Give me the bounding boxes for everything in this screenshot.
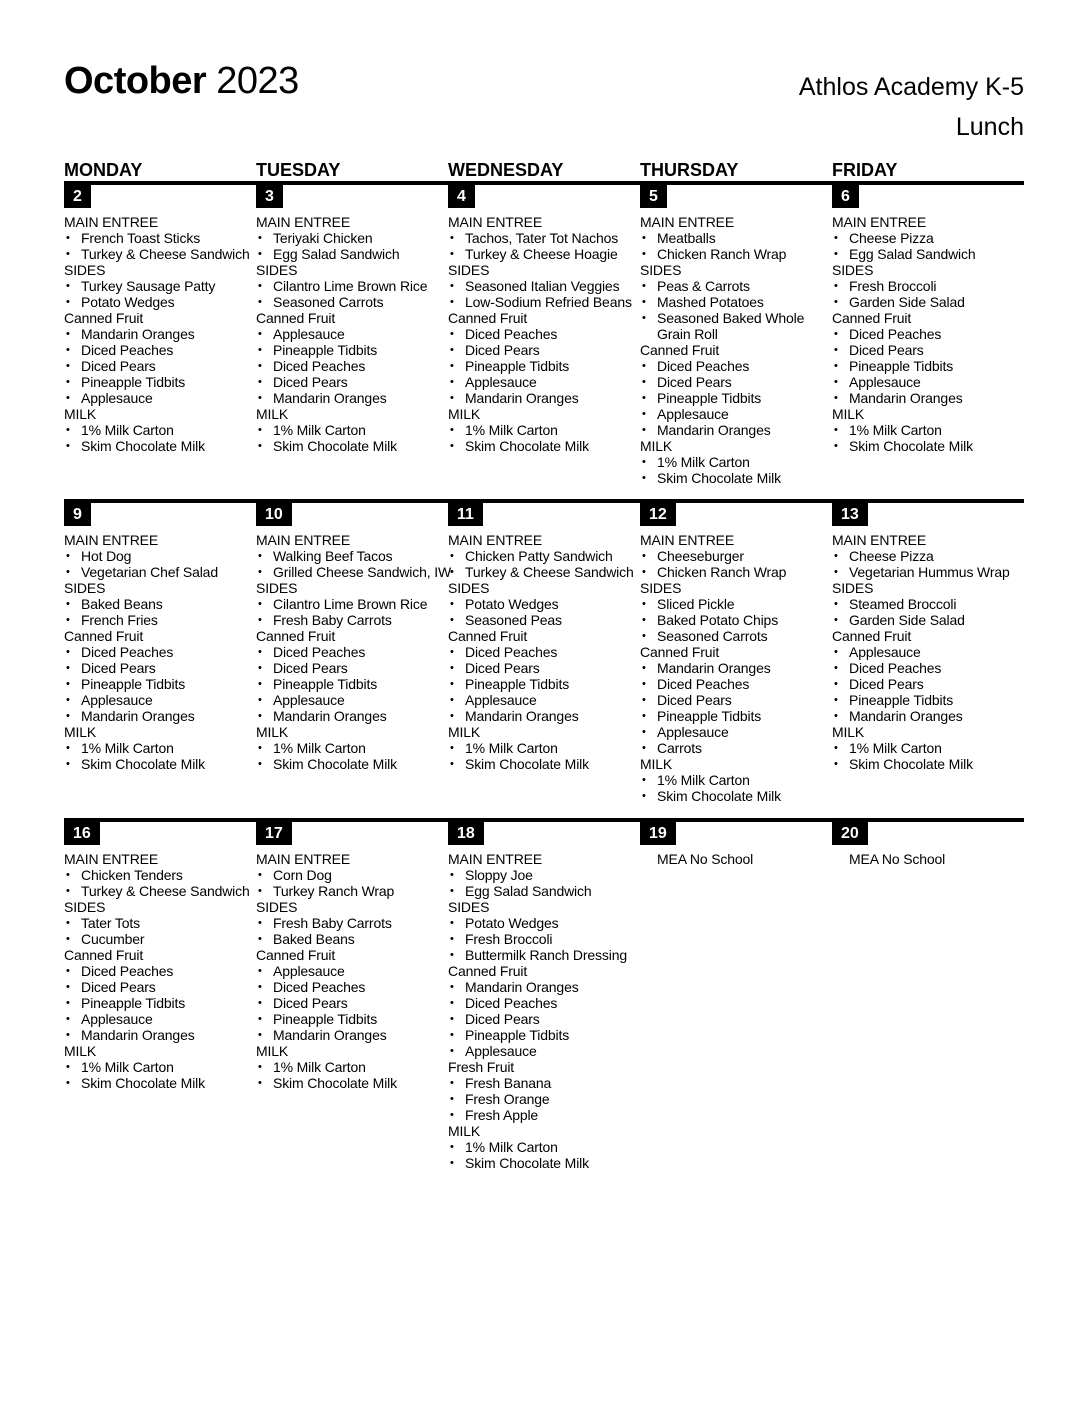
menu-section-heading: MILK [448,724,481,740]
meal-type: Lunch [955,113,1024,141]
menu-item: • Low-Sodium Refried Beans [448,294,638,310]
menu-item: • Baked Beans [64,596,254,612]
menu-item: • Grilled Cheese Sandwich, IW [256,564,446,580]
day-cell [256,822,446,1091]
menu-item: • Pineapple Tidbits [64,374,254,390]
menu-item: • Turkey & Cheese Sandwich [448,564,638,580]
day-cell [832,185,1022,454]
day-header-wednesday: WEDNESDAY [448,160,564,180]
menu-item: • Diced Peaches [640,358,830,374]
menu-item: • Fresh Banana [448,1075,638,1091]
menu-item: • Skim Chocolate Milk [640,470,830,486]
menu-item: • Steamed Broccoli [832,596,1022,612]
menu-item: • Diced Pears [832,676,1022,692]
menu-section-heading: SIDES [256,899,298,915]
menu-item: • Carrots [640,740,830,756]
menu-item: • Fresh Apple [448,1107,638,1123]
menu-item: • Chicken Ranch Wrap [640,564,830,580]
menu-item: • 1% Milk Carton [448,740,638,756]
menu-item: • Vegetarian Hummus Wrap [832,564,1022,580]
menu-item: • Applesauce [832,374,1022,390]
menu-section-heading: MILK [256,724,289,740]
menu-item: • Applesauce [448,1043,638,1059]
menu-section-heading: MAIN ENTREE [64,214,159,230]
day-cell [64,822,254,1091]
date-number: 6 [832,185,859,208]
date-number: 11 [448,503,483,526]
date-number: 4 [448,185,475,208]
menu-section-heading: MILK [64,1043,97,1059]
menu-item: • Skim Chocolate Milk [64,438,254,454]
menu-item: • Skim Chocolate Milk [640,788,830,804]
menu-item: • Diced Peaches [256,979,446,995]
menu-section-heading: Canned Fruit [448,963,528,979]
day-cell [448,503,638,772]
menu-item: • Pineapple Tidbits [256,676,446,692]
menu-item: • 1% Milk Carton [640,454,830,470]
day-header-thursday: THURSDAY [640,160,739,180]
menu-item: • Diced Peaches [256,358,446,374]
menu-section-heading: SIDES [640,580,682,596]
menu-item: • Applesauce [256,326,446,342]
menu-item: • Meatballs [640,230,830,246]
menu-item: • Mandarin Oranges [64,1027,254,1043]
menu-item: • Diced Pears [64,979,254,995]
day-header-friday: FRIDAY [832,160,898,180]
menu-section-heading: MILK [832,724,865,740]
menu-item: • Diced Peaches [832,326,1022,342]
menu-item: • Baked Potato Chips [640,612,830,628]
day-header-tuesday: TUESDAY [256,160,341,180]
day-cell [640,822,830,867]
menu-section-heading: Canned Fruit [832,628,912,644]
menu-item: • Cheese Pizza [832,230,1022,246]
menu-item: • Mandarin Oranges [448,708,638,724]
menu-item: • Diced Peaches [256,644,446,660]
menu-item: • Cilantro Lime Brown Rice [256,596,446,612]
menu-item: • Diced Pears [448,660,638,676]
menu-item: • Applesauce [640,724,830,740]
menu-item: • Sliced Pickle [640,596,830,612]
menu-item: • Diced Pears [832,342,1022,358]
menu-item: • Cheese Pizza [832,548,1022,564]
menu-section-heading: MILK [448,406,481,422]
menu-item: • Applesauce [64,1011,254,1027]
day-cell [64,503,254,772]
menu-item: • Tater Tots [64,915,254,931]
menu-item: • Mandarin Oranges [832,390,1022,406]
menu-item: • Tachos, Tater Tot Nachos [448,230,638,246]
menu-item: • Diced Pears [256,374,446,390]
menu-section-heading: MILK [256,406,289,422]
date-number: 12 [640,503,676,526]
menu-item: • Pineapple Tidbits [256,1011,446,1027]
menu-section-heading: Canned Fruit [64,947,144,963]
menu-item: • Vegetarian Chef Salad [64,564,254,580]
date-number: 16 [64,822,100,845]
menu-item: • Pineapple Tidbits [256,342,446,358]
menu-section-heading: MILK [832,406,865,422]
menu-section-heading: Canned Fruit [256,310,336,326]
menu-item: • Sloppy Joe [448,867,638,883]
menu-item: • Potato Wedges [64,294,254,310]
menu-section-heading: MAIN ENTREE [256,214,351,230]
menu-item: • Teriyaki Chicken [256,230,446,246]
menu-section-heading: MAIN ENTREE [64,851,159,867]
menu-item: • 1% Milk Carton [448,422,638,438]
menu-item: • Skim Chocolate Milk [448,1155,638,1171]
menu-item: • Corn Dog [256,867,446,883]
menu-item: • Diced Peaches [640,676,830,692]
menu-item: • Skim Chocolate Milk [256,438,446,454]
menu-item: • Skim Chocolate Milk [256,756,446,772]
menu-item: • Fresh Orange [448,1091,638,1107]
menu-section-heading: MAIN ENTREE [64,532,159,548]
menu-section-heading: SIDES [64,262,106,278]
no-school-note: MEA No School [657,851,754,867]
menu-item: • Diced Pears [640,374,830,390]
menu-item: • Seasoned Baked Whole [640,310,830,326]
school-name: Athlos Academy K-5 [798,73,1024,101]
menu-item: • Chicken Tenders [64,867,254,883]
day-header-monday: MONDAY [64,160,143,180]
menu-item: • 1% Milk Carton [832,740,1022,756]
menu-section-heading: Canned Fruit [256,947,336,963]
menu-item: • Pineapple Tidbits [64,995,254,1011]
menu-item: • 1% Milk Carton [448,1139,638,1155]
menu-item: • Applesauce [64,390,254,406]
menu-item: • Potato Wedges [448,596,638,612]
day-cell [832,503,1022,772]
menu-section-heading: SIDES [64,580,106,596]
menu-item: • Turkey Ranch Wrap [256,883,446,899]
menu-section-heading: MAIN ENTREE [448,532,543,548]
menu-section-heading: MILK [640,438,673,454]
menu-section-heading: Canned Fruit [64,310,144,326]
menu-item: • Baked Beans [256,931,446,947]
day-cell [640,185,830,486]
menu-item: • Mandarin Oranges [64,326,254,342]
menu-item: • Diced Peaches [64,342,254,358]
page-header [64,58,1024,154]
menu-section-heading: SIDES [448,580,490,596]
menu-item: • Mandarin Oranges [640,660,830,676]
menu-section-heading: Canned Fruit [640,644,720,660]
menu-item: • Mandarin Oranges [448,979,638,995]
day-cell [256,185,446,454]
menu-section-heading: MAIN ENTREE [256,532,351,548]
no-school-note: MEA No School [849,851,946,867]
title-month: October [64,60,207,102]
menu-item: • Egg Salad Sandwich [256,246,446,262]
menu-item: • Diced Peaches [64,644,254,660]
menu-item: • Egg Salad Sandwich [448,883,638,899]
menu-section-heading: Canned Fruit [64,628,144,644]
menu-item: • Mandarin Oranges [256,390,446,406]
menu-item: • Mandarin Oranges [640,422,830,438]
menu-item: • 1% Milk Carton [832,422,1022,438]
menu-section-heading: MILK [448,1123,481,1139]
menu-item: • Diced Pears [256,660,446,676]
menu-item: • Fresh Broccoli [448,931,638,947]
menu-item: • Diced Peaches [448,644,638,660]
menu-item: • Hot Dog [64,548,254,564]
day-cell [832,822,1022,867]
menu-item: • Seasoned Carrots [640,628,830,644]
menu-item: • Applesauce [832,644,1022,660]
menu-item: • Diced Pears [448,342,638,358]
menu-item: • Mandarin Oranges [64,708,254,724]
menu-item: • Seasoned Carrots [256,294,446,310]
menu-item: • Garden Side Salad [832,612,1022,628]
menu-item: • 1% Milk Carton [64,1059,254,1075]
date-number: 18 [448,822,484,845]
menu-item: • Fresh Baby Carrots [256,915,446,931]
date-number: 5 [640,185,667,208]
menu-item: • Mandarin Oranges [256,708,446,724]
menu-section-heading: Canned Fruit [256,628,336,644]
menu-section-heading: Canned Fruit [448,628,528,644]
page-title [64,58,299,104]
menu-item: • Skim Chocolate Milk [64,756,254,772]
menu-item: • Diced Peaches [64,963,254,979]
menu-item: • Fresh Broccoli [832,278,1022,294]
menu-item: • Pineapple Tidbits [448,358,638,374]
day-cell [640,503,830,804]
menu-section-heading: MILK [64,724,97,740]
menu-item: • Skim Chocolate Milk [448,756,638,772]
menu-item: • French Fries [64,612,254,628]
menu-section-heading: MAIN ENTREE [256,851,351,867]
menu-item: • Mashed Potatoes [640,294,830,310]
menu-item: • Pineapple Tidbits [640,708,830,724]
menu-item: • Pineapple Tidbits [448,1027,638,1043]
menu-section-heading: MAIN ENTREE [640,532,735,548]
menu-item: • Cheeseburger [640,548,830,564]
menu-section-heading: MILK [640,756,673,772]
day-cell [448,185,638,454]
menu-item: • Fresh Baby Carrots [256,612,446,628]
menu-item: • Pineapple Tidbits [640,390,830,406]
menu-item: • 1% Milk Carton [64,422,254,438]
menu-item: • Chicken Ranch Wrap [640,246,830,262]
menu-item: • Diced Pears [640,692,830,708]
menu-section-heading: SIDES [448,899,490,915]
title-year: 2023 [216,60,299,102]
menu-item: • Applesauce [448,374,638,390]
menu-item: • Applesauce [64,692,254,708]
menu-item: • Skim Chocolate Milk [832,756,1022,772]
date-number: 19 [640,822,676,845]
date-number: 20 [832,822,868,845]
menu-item-continued: Grain Roll [657,326,718,342]
menu-section-heading: SIDES [448,262,490,278]
date-number: 17 [256,822,292,845]
menu-section-heading: MAIN ENTREE [448,851,543,867]
menu-item: • Pineapple Tidbits [64,676,254,692]
menu-item: • 1% Milk Carton [256,422,446,438]
date-number: 13 [832,503,868,526]
menu-item: • Skim Chocolate Milk [448,438,638,454]
menu-section-heading: Canned Fruit [640,342,720,358]
menu-item: • Applesauce [448,692,638,708]
menu-item: • Diced Peaches [448,326,638,342]
menu-section-heading: Fresh Fruit [448,1059,515,1075]
menu-item: • Diced Pears [256,995,446,1011]
menu-item: • Skim Chocolate Milk [64,1075,254,1091]
menu-item: • Garden Side Salad [832,294,1022,310]
menu-item: • Mandarin Oranges [448,390,638,406]
menu-item: • Pineapple Tidbits [832,692,1022,708]
menu-item: • Pineapple Tidbits [448,676,638,692]
menu-item: • French Toast Sticks [64,230,254,246]
menu-item: • Diced Pears [448,1011,638,1027]
menu-section-heading: SIDES [256,262,298,278]
date-number: 9 [64,503,91,526]
menu-item: • 1% Milk Carton [64,740,254,756]
day-cell [256,503,452,772]
menu-item: • Turkey & Cheese Sandwich [64,883,254,899]
menu-section-heading: Canned Fruit [448,310,528,326]
menu-item: • Buttermilk Ranch Dressing [448,947,638,963]
menu-item: • Potato Wedges [448,915,638,931]
menu-section-heading: MILK [64,406,97,422]
menu-item: • Applesauce [256,692,446,708]
menu-item: • Turkey & Cheese Hoagie [448,246,638,262]
menu-section-heading: SIDES [64,899,106,915]
menu-item: • Applesauce [640,406,830,422]
menu-section-heading: MAIN ENTREE [832,214,927,230]
date-number: 10 [256,503,292,526]
menu-section-heading: MAIN ENTREE [640,214,735,230]
menu-item: • Pineapple Tidbits [832,358,1022,374]
menu-item: • Turkey Sausage Patty [64,278,254,294]
menu-item: • Applesauce [256,963,446,979]
menu-item: • Seasoned Peas [448,612,638,628]
menu-item: • 1% Milk Carton [256,740,446,756]
menu-item: • Egg Salad Sandwich [832,246,1022,262]
menu-item: • 1% Milk Carton [256,1059,446,1075]
menu-item: • Chicken Patty Sandwich [448,548,638,564]
menu-item: • Diced Peaches [832,660,1022,676]
menu-item: • Cucumber [64,931,254,947]
menu-section-heading: MAIN ENTREE [832,532,927,548]
date-number: 2 [64,185,91,208]
menu-item: • Mandarin Oranges [832,708,1022,724]
menu-item: • Diced Pears [64,358,254,374]
menu-section-heading: SIDES [832,580,874,596]
day-cell [64,185,254,454]
menu-section-heading: SIDES [640,262,682,278]
menu-section-heading: MAIN ENTREE [448,214,543,230]
menu-item: • Diced Peaches [448,995,638,1011]
menu-item: • Cilantro Lime Brown Rice [256,278,446,294]
menu-item: • Skim Chocolate Milk [256,1075,446,1091]
menu-item: • Skim Chocolate Milk [832,438,1022,454]
date-number: 3 [256,185,283,208]
menu-item: • Seasoned Italian Veggies [448,278,638,294]
menu-item: • Turkey & Cheese Sandwich [64,246,254,262]
menu-item: • Walking Beef Tacos [256,548,446,564]
menu-item: • Mandarin Oranges [256,1027,446,1043]
menu-item: • Diced Pears [64,660,254,676]
day-cell [448,822,638,1171]
menu-item: • 1% Milk Carton [640,772,830,788]
menu-section-heading: SIDES [832,262,874,278]
menu-section-heading: SIDES [256,580,298,596]
menu-section-heading: Canned Fruit [832,310,912,326]
menu-item: • Peas & Carrots [640,278,830,294]
menu-section-heading: MILK [256,1043,289,1059]
